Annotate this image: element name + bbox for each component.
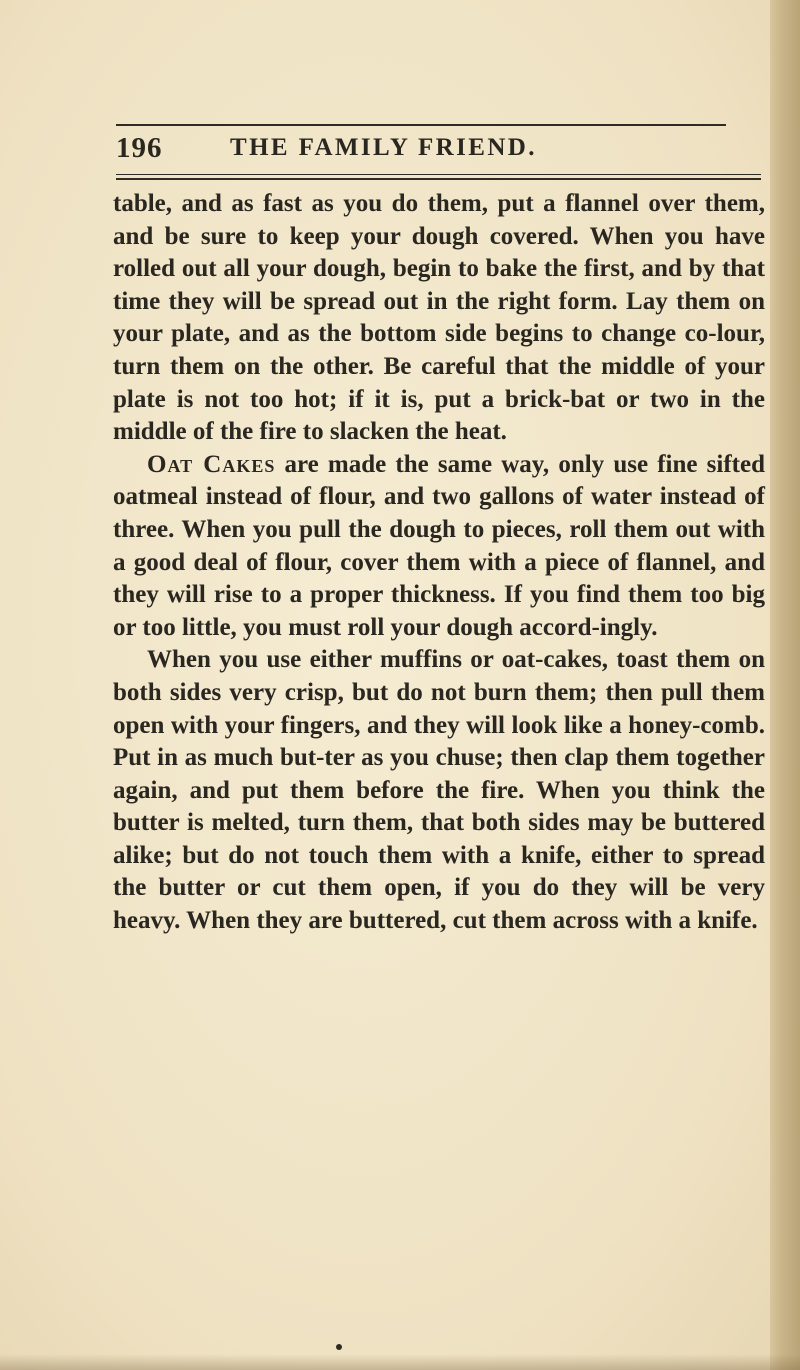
- paragraph-text: table, and as fast as you do them, put a flannel over them, and be sure to keep your dough covered. When you have rolled out all your dough, begin to bake the first, and by that time they will be spread out in the right form. Lay them on your plate, and as the bottom side begins to change co-lour, turn them on the other. Be careful that the middle of your plate is not too hot; if it is, put a brick-bat or two in the middle of the fire to slacken the heat.: [113, 190, 765, 446]
- page-number: 196: [116, 132, 163, 164]
- page-header: [116, 132, 756, 170]
- paragraph-muffin-baking: [113, 188, 765, 449]
- paragraph-oat-cakes: [113, 449, 765, 645]
- paragraph-toasting: [113, 644, 765, 937]
- header-bottom-rule: [116, 174, 761, 175]
- footer-ink-mark: [336, 1344, 342, 1350]
- header-bottom-rule-thick: [116, 178, 761, 180]
- page-bottom-shadow: [0, 1354, 800, 1370]
- section-lead-oat-cakes: Oat Cakes: [147, 450, 276, 478]
- paragraph-text: are made the same way, only use fine sifted oatmeal instead of flour, and two gallons of water instead of three. When you pull the dough to pieces, roll them out with a good deal of flour, cover them with a piece of flannel, and they will rise to a proper thickness. If you find them too big or too little, you must roll your dough accord-ingly.: [113, 450, 765, 641]
- paragraph-text: When you use either muffins or oat-cakes, toast them on both sides very crisp, but do not burn them; then pull them open with your fingers, and they will look like a honey-comb. Put in as much but-ter as you chuse; then clap them together again, and put them before the fire. When you think the butter is melted, turn them, that both sides may be buttered alike; but do not touch them with a knife, either to spread the butter or cut them open, if you do they will be very heavy. When they are buttered, cut them across with a knife.: [113, 646, 765, 935]
- page-edge-shadow: [770, 0, 800, 1370]
- header-top-rule: [116, 124, 726, 126]
- body-text: [113, 188, 765, 938]
- running-title: THE FAMILY FRIEND.: [230, 134, 537, 161]
